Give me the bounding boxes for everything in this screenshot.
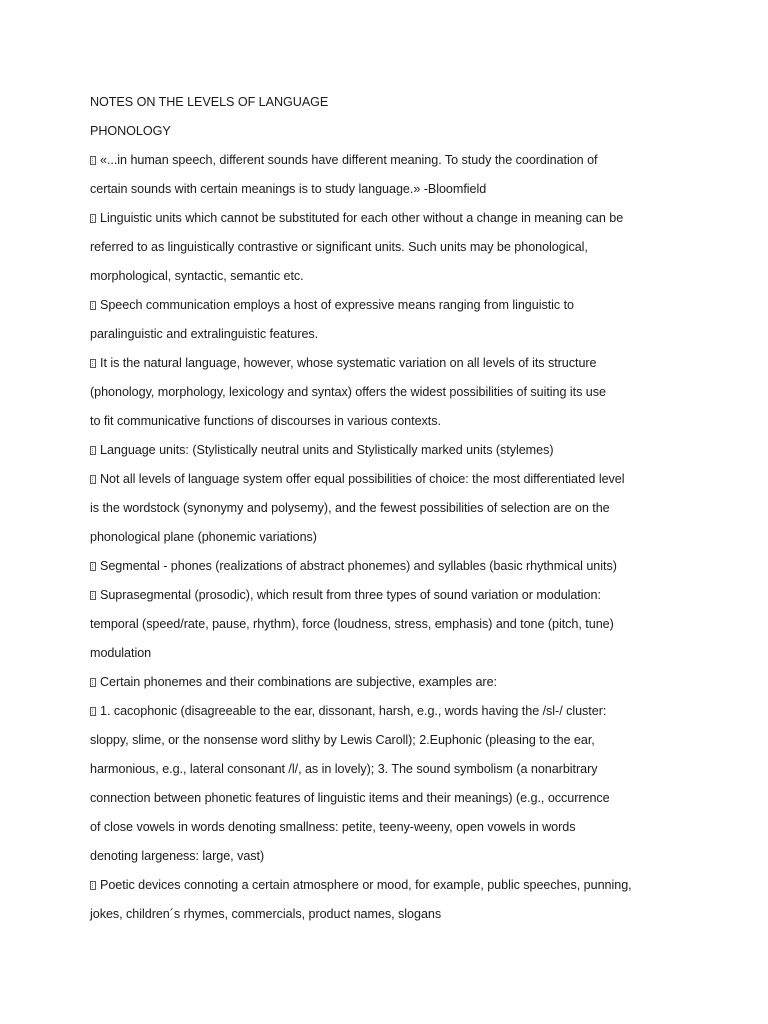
line-text: sloppy, slime, or the nonsense word slithy by Lewis Caroll); 2.Euphonic (pleasing to the ear, <box>90 733 595 747</box>
line-text: Certain phonemes and their combinations are subjective, examples are: <box>100 675 497 689</box>
line-text: «...in human speech, different sounds have different meaning. To study the coordination of <box>100 153 598 167</box>
line-text: Not all levels of language system offer equal possibilities of choice: the most differentiated level <box>100 472 625 486</box>
continuation-line <box>90 175 690 204</box>
document-title: NOTES ON THE LEVELS OF LANGUAGE <box>90 95 329 109</box>
continuation-line <box>90 378 690 407</box>
line-text: jokes, children´s rhymes, commercials, product names, slogans <box>90 907 442 921</box>
continuation-line <box>90 639 690 668</box>
missing-glyph-bullet-icon <box>90 881 96 890</box>
missing-glyph-bullet-icon <box>90 707 96 716</box>
continuation-line <box>90 610 690 639</box>
line-text: harmonious, e.g., lateral consonant /l/, as in lovely); 3. The sound symbolism (a nonarbitrary <box>90 762 598 776</box>
line-text: temporal (speed/rate, pause, rhythm), force (loudness, stress, emphasis) and tone (pitch, tune) <box>90 617 614 631</box>
line-text: Linguistic units which cannot be substituted for each other without a change in meaning can be <box>100 211 624 225</box>
notes-list <box>90 146 690 929</box>
line-text: phonological plane (phonemic variations) <box>90 530 317 544</box>
missing-glyph-bullet-icon <box>90 156 96 165</box>
section-heading: PHONOLOGY <box>90 124 171 138</box>
missing-glyph-bullet-icon <box>90 591 96 600</box>
line-text: is the wordstock (synonymy and polysemy), and the fewest possibilities of selection are on the <box>90 501 610 515</box>
bullet-line <box>90 697 690 726</box>
continuation-line <box>90 320 690 349</box>
bullet-line <box>90 349 690 378</box>
line-text: Suprasegmental (prosodic), which result from three types of sound variation or modulation: <box>100 588 601 602</box>
bullet-line <box>90 204 690 233</box>
missing-glyph-bullet-icon <box>90 446 96 455</box>
continuation-line <box>90 813 690 842</box>
line-text: connection between phonetic features of linguistic items and their meanings) (e.g., occurrence <box>90 791 610 805</box>
continuation-line <box>90 523 690 552</box>
bullet-line <box>90 668 690 697</box>
missing-glyph-bullet-icon <box>90 214 96 223</box>
bullet-line <box>90 552 690 581</box>
bullet-line <box>90 465 690 494</box>
continuation-line <box>90 233 690 262</box>
line-text: morphological, syntactic, semantic etc. <box>90 269 304 283</box>
continuation-line <box>90 784 690 813</box>
line-text: Speech communication employs a host of expressive means ranging from linguistic to <box>100 298 574 312</box>
document-body <box>90 88 690 929</box>
bullet-line <box>90 436 690 465</box>
line-text: referred to as linguistically contrastive or significant units. Such units may be phonological, <box>90 240 588 254</box>
missing-glyph-bullet-icon <box>90 359 96 368</box>
line-text: (phonology, morphology, lexicology and syntax) offers the widest possibilities of suiting its use <box>90 385 606 399</box>
bullet-line <box>90 291 690 320</box>
continuation-line <box>90 494 690 523</box>
continuation-line <box>90 262 690 291</box>
line-text: certain sounds with certain meanings is to study language.» -Bloomfield <box>90 182 487 196</box>
missing-glyph-bullet-icon <box>90 562 96 571</box>
missing-glyph-bullet-icon <box>90 678 96 687</box>
missing-glyph-bullet-icon <box>90 475 96 484</box>
line-text: of close vowels in words denoting smallness: petite, teeny-weeny, open vowels in words <box>90 820 576 834</box>
line-text: to fit communicative functions of discourses in various contexts. <box>90 414 441 428</box>
continuation-line <box>90 726 690 755</box>
line-text: 1. cacophonic (disagreeable to the ear, dissonant, harsh, e.g., words having the /sl-/ cluster: <box>100 704 607 718</box>
line-text: Language units: (Stylistically neutral units and Stylistically marked units (stylemes) <box>100 443 554 457</box>
line-text: It is the natural language, however, whose systematic variation on all levels of its structure <box>100 356 597 370</box>
bullet-line <box>90 581 690 610</box>
continuation-line <box>90 755 690 784</box>
line-text: paralinguistic and extralinguistic features. <box>90 327 319 341</box>
line-text: denoting largeness: large, vast) <box>90 849 265 863</box>
missing-glyph-bullet-icon <box>90 301 96 310</box>
line-text: modulation <box>90 646 152 660</box>
bullet-line <box>90 871 690 900</box>
continuation-line <box>90 842 690 871</box>
continuation-line <box>90 407 690 436</box>
bullet-line <box>90 146 690 175</box>
continuation-line <box>90 900 690 929</box>
line-text: Poetic devices connoting a certain atmosphere or mood, for example, public speeches, punning, <box>100 878 632 892</box>
line-text: Segmental - phones (realizations of abstract phonemes) and syllables (basic rhythmical units) <box>100 559 617 573</box>
